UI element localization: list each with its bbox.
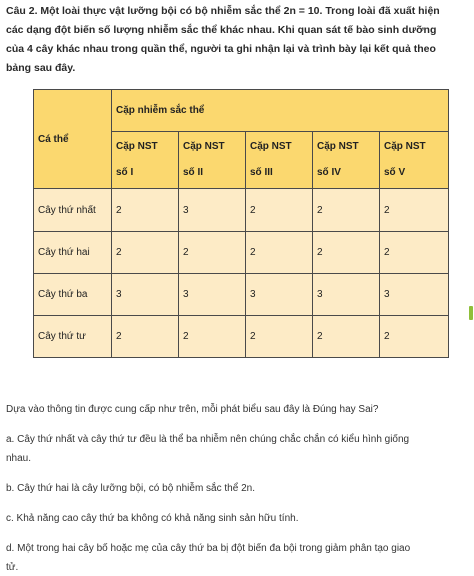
statement-c: c. Khả năng cao cây thứ ba không có khả năng sinh sản hữu tính.	[6, 513, 299, 524]
header-pair-3	[246, 132, 313, 189]
statement-d-line-1: d. Một trong hai cây bố hoặc mẹ của cây thứ ba bị đột biến đa bội trong giảm phân tạo giao	[6, 543, 411, 554]
header-pair-1-bottom: số I	[116, 167, 134, 178]
header-pair-5-top: Cặp NST	[384, 141, 426, 152]
statement-d-line-2: tử.	[6, 562, 19, 573]
header-pair-2-top: Cặp NST	[183, 141, 225, 152]
header-pair-3-bottom: số III	[250, 167, 273, 178]
table-cell: 2	[246, 316, 313, 358]
table-cell: 3	[246, 274, 313, 316]
table-cell: 2	[380, 316, 449, 358]
intro-line-1: Câu 2. Một loài thực vật lưỡng bội có bộ nhiễm sắc thể 2n = 10. Trong loài đã xuất hiện	[6, 5, 440, 17]
table-cell: 3	[179, 189, 246, 232]
table-cell: 2	[112, 232, 179, 274]
table-row	[34, 189, 449, 232]
header-pair-4-top: Cặp NST	[317, 141, 359, 152]
header-pair-4-bottom: số IV	[317, 167, 341, 178]
row-label: Cây thứ hai	[34, 232, 112, 274]
chromosome-table	[33, 89, 449, 358]
table-cell: 3	[380, 274, 449, 316]
header-individual: Cá thể	[34, 90, 112, 189]
table-cell: 2	[313, 232, 380, 274]
question-prompt: Dựa vào thông tin được cung cấp như trên, mỗi phát biểu sau đây là Đúng hay Sai?	[6, 404, 379, 415]
table-cell: 3	[112, 274, 179, 316]
table-cell: 3	[313, 274, 380, 316]
side-marker	[469, 306, 473, 320]
table-cell: 2	[313, 316, 380, 358]
table-row	[34, 274, 449, 316]
row-label: Cây thứ nhất	[34, 189, 112, 232]
table-cell: 2	[179, 316, 246, 358]
header-pair-5-bottom: số V	[384, 167, 406, 178]
header-pair-2-bottom: số II	[183, 167, 204, 178]
table-cell: 2	[112, 316, 179, 358]
table-cell: 2	[112, 189, 179, 232]
table-cell: 2	[179, 232, 246, 274]
header-pair-1-top: Cặp NST	[116, 141, 158, 152]
header-pair-4	[313, 132, 380, 189]
row-label: Cây thứ ba	[34, 274, 112, 316]
header-pair-1	[112, 132, 179, 189]
header-pair-2	[179, 132, 246, 189]
statement-a-line-2: nhau.	[6, 453, 32, 464]
intro-line-4: bảng sau đây.	[6, 62, 76, 74]
table-cell: 2	[380, 189, 449, 232]
table-row	[34, 232, 449, 274]
row-label: Cây thứ tư	[34, 316, 112, 358]
table-cell: 3	[179, 274, 246, 316]
header-chromosome-pairs: Cặp nhiễm sắc thể	[112, 90, 449, 132]
header-pair-3-top: Cặp NST	[250, 141, 292, 152]
table-cell: 2	[246, 189, 313, 232]
table-cell: 2	[380, 232, 449, 274]
header-pair-5	[380, 132, 449, 189]
statement-a-line-1: a. Cây thứ nhất và cây thứ tư đều là thể ba nhiễm nên chúng chắc chắn có kiểu hình giống	[6, 434, 410, 445]
table-row	[34, 316, 449, 358]
question-intro	[6, 2, 474, 78]
statement-b: b. Cây thứ hai là cây lưỡng bội, có bộ nhiễm sắc thể 2n.	[6, 483, 255, 494]
intro-line-2: các dạng đột biến số lượng nhiễm sắc thể khác nhau. Khi quan sát tế bào sinh dưỡng	[6, 24, 437, 36]
table-cell: 2	[246, 232, 313, 274]
table-cell: 2	[313, 189, 380, 232]
intro-line-3: của 4 cây khác nhau trong quần thể, người ta ghi nhận lại và trình bày lại kết quả theo	[6, 43, 436, 55]
